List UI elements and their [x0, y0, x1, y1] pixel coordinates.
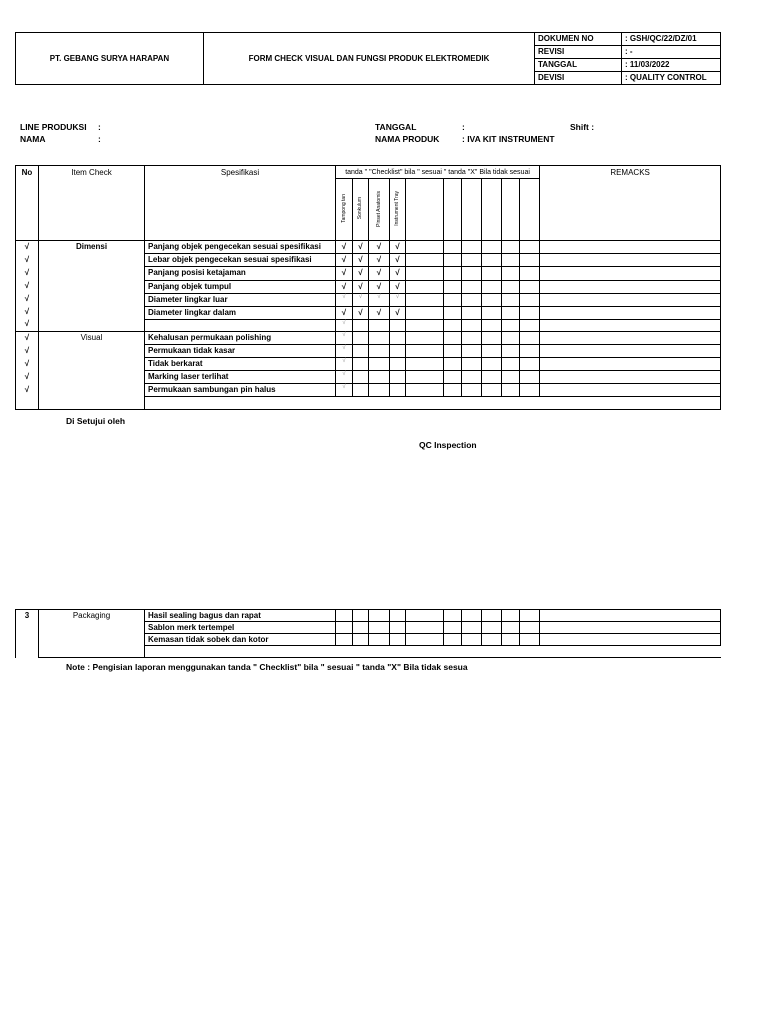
check-mark-light: √	[336, 358, 353, 371]
spec-row: Hasil sealing bagus dan rapat	[145, 610, 336, 622]
col-no: No	[16, 166, 39, 241]
shift-label: Shift :	[570, 122, 595, 132]
check-mark-light: √	[336, 384, 353, 397]
check-mark-light: √	[336, 332, 353, 345]
col-spesifikasi: Spesifikasi	[145, 166, 336, 241]
meta-label: DEVISI	[535, 72, 622, 85]
meta-label: REVISI	[535, 46, 622, 59]
packaging-table	[15, 609, 721, 658]
check-mark: √	[336, 280, 353, 293]
product-label: Sonkulum	[357, 197, 363, 220]
check-mark: √	[369, 280, 390, 293]
check-mark: √	[390, 267, 406, 280]
note-text: Note : Pengisian laporan menggunakan tanda " Checklist" bila " sesuai " tanda "X" Bila tidak sesua	[66, 662, 468, 672]
tanggal-label: TANGGAL	[375, 122, 417, 132]
packaging-no: 3	[16, 610, 39, 658]
col-checklist-legend: tanda " "Checklist" bila " sesuai " tanda "X" Bila tidak sesuai	[336, 166, 540, 179]
approved-by-label: Di Setujui oleh	[66, 416, 126, 426]
group2-item: Visual	[39, 332, 145, 410]
spec-row: Kehalusan permukaan polishing	[145, 332, 336, 345]
check-mark-light: √	[336, 371, 353, 384]
check-mark: √	[336, 306, 353, 319]
check-mark-light: √	[336, 320, 353, 332]
spec-row-empty	[145, 646, 721, 658]
qc-inspection-label: QC Inspection	[419, 440, 477, 450]
product-label: Instrument Tray	[394, 191, 400, 226]
header-table	[15, 32, 721, 85]
check-mark: √	[336, 254, 353, 267]
check-mark: √	[353, 306, 369, 319]
product-col-1	[336, 179, 353, 241]
check-mark: √	[336, 267, 353, 280]
meta-label: DOKUMEN NO	[535, 33, 622, 46]
check-mark: √	[353, 241, 369, 254]
nama-produk-label: NAMA PRODUK	[375, 134, 440, 144]
group1-item: Dimensi	[39, 241, 145, 332]
spec-row-empty	[145, 397, 721, 410]
check-mark: √	[353, 267, 369, 280]
check-mark: √	[369, 306, 390, 319]
spec-row: Kemasan tidak sobek dan kotor	[145, 634, 336, 646]
check-mark: √	[390, 254, 406, 267]
meta-value: : QUALITY CONTROL	[622, 72, 721, 85]
form-title: FORM CHECK VISUAL DAN FUNGSI PRODUK ELEKTROMEDIK	[204, 33, 535, 85]
group1-marks: √ √ √ √ √ √ √	[16, 241, 39, 332]
check-mark: √	[390, 241, 406, 254]
spec-row: Diameter lingkar dalam	[145, 306, 336, 319]
check-mark: √	[336, 241, 353, 254]
product-col-2	[353, 179, 369, 241]
spec-row: Panjang objek tumpul	[145, 280, 336, 293]
check-mark: √	[369, 254, 390, 267]
col-item-check: Item Check	[39, 166, 145, 241]
nama-colon: :	[98, 134, 101, 144]
check-mark: √	[390, 280, 406, 293]
check-mark: √	[353, 254, 369, 267]
product-label: Tampong tan	[340, 194, 347, 223]
spec-row: Sablon merk tertempel	[145, 622, 336, 634]
spec-row: Lebar objek pengecekan sesuai spesifikasi	[145, 254, 336, 267]
meta-value: : -	[622, 46, 721, 59]
spec-row: Panjang objek pengecekan sesuai spesifikasi	[145, 241, 336, 254]
check-mark: √	[369, 267, 390, 280]
packaging-item: Packaging	[39, 610, 145, 658]
spec-row: Permukaan tidak kasar	[145, 345, 336, 358]
spec-row: Permukaan sambungan pin halus	[145, 384, 336, 397]
spec-row-empty	[145, 320, 336, 332]
check-mark-light: √	[353, 293, 369, 306]
meta-value: : GSH/QC/22/DZ/01	[622, 33, 721, 46]
check-mark-light: √	[369, 293, 390, 306]
spec-row: Diameter lingkar luar	[145, 293, 336, 306]
company-name: PT. GEBANG SURYA HARAPAN	[16, 33, 204, 85]
nama-label: NAMA	[20, 134, 46, 144]
nama-produk-value: : IVA KIT INSTRUMENT	[462, 134, 555, 144]
col-remarks: REMACKS	[540, 166, 721, 241]
spec-row: Marking laser terlihat	[145, 371, 336, 384]
product-label: Pinset Anatomis	[375, 190, 382, 227]
group2-marks: √ √ √ √ √	[16, 332, 39, 410]
check-mark-light: √	[336, 293, 353, 306]
tanggal-colon: :	[462, 122, 465, 132]
spec-row: Tidak berkarat	[145, 358, 336, 371]
product-col-3	[369, 179, 390, 241]
check-table	[15, 165, 721, 410]
line-produksi-label: LINE PRODUKSI	[20, 122, 87, 132]
check-mark-light: √	[336, 345, 353, 358]
spec-row: Panjang posisi ketajaman	[145, 267, 336, 280]
meta-label: TANGGAL	[535, 59, 622, 72]
check-mark: √	[353, 280, 369, 293]
line-produksi-colon: :	[98, 122, 101, 132]
check-mark: √	[369, 241, 390, 254]
check-mark-light: √	[390, 293, 406, 306]
check-mark: √	[390, 306, 406, 319]
meta-value: : 11/03/2022	[622, 59, 721, 72]
product-col-4	[390, 179, 406, 241]
